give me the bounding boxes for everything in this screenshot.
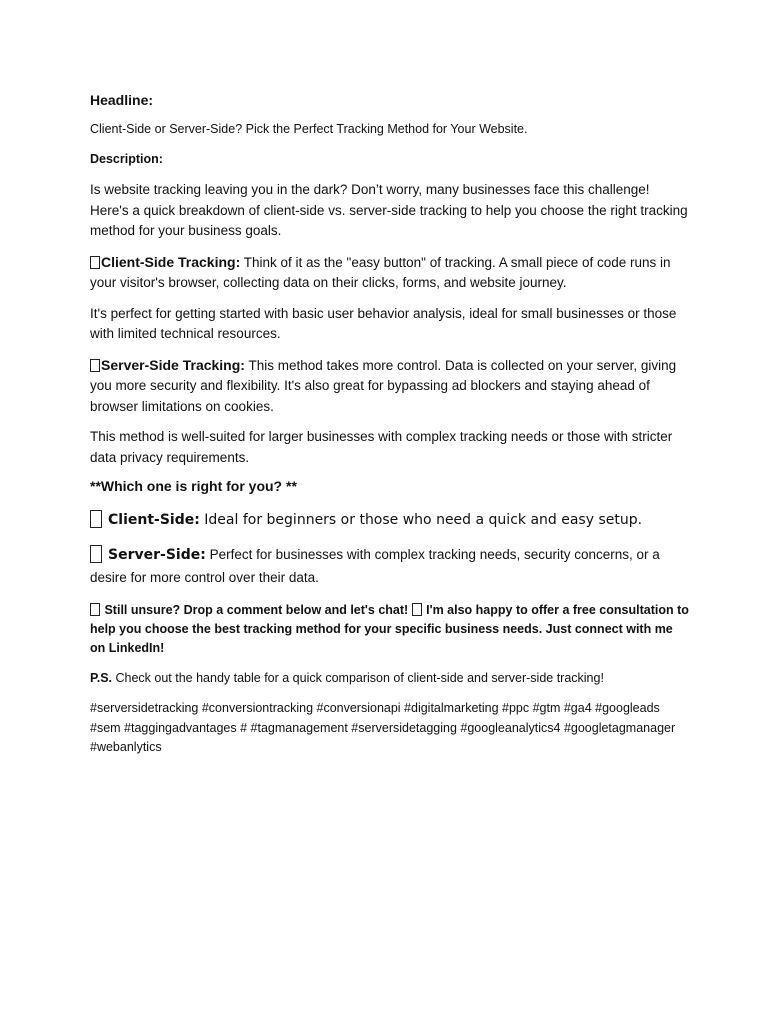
client-side-title: Client-Side Tracking:: [101, 253, 241, 270]
client-side-paragraph: [90, 252, 690, 294]
server-side-followup: This method is well-suited for larger businesses with complex tracking needs or those with stricter data privacy requirements.: [90, 429, 673, 465]
ps-label: P.S.: [90, 671, 113, 685]
choice-server-text: Perfect for businesses with complex tracking needs, security concerns, or a desire for more control over their data.: [90, 547, 660, 585]
ps-text: Check out the handy table for a quick comparison of client-side and server-side tracking!: [112, 671, 604, 685]
cta-part1: Still unsure? Drop a comment below and let's chat!: [101, 603, 412, 617]
document-content: [90, 92, 690, 758]
hashtags: #serversidetracking #conversiontracking #conversionapi #digitalmarketing #ppc #gtm #ga4 #googleads #sem #taggingadvantages # #tagmanagement #serversidetagging #googleanalytics4 #googletagmanager #webanlytics: [90, 701, 676, 754]
headline-label: Headline:: [90, 92, 154, 108]
description-label: Description:: [90, 152, 163, 166]
client-side-followup: It's perfect for getting started with basic user behavior analysis, ideal for small businesses or those with limited technical resources.: [90, 305, 677, 341]
cta-paragraph: [90, 601, 690, 658]
missing-glyph-icon: [412, 603, 422, 616]
ps-paragraph: [90, 669, 690, 688]
headline-text: Client-Side or Server-Side? Pick the Perfect Tracking Method for Your Website.: [90, 122, 528, 136]
missing-glyph-icon: [90, 603, 100, 616]
choice-client-lead: Client-Side:: [108, 512, 200, 528]
choice-server-lead: Server-Side:: [108, 547, 206, 563]
missing-glyph-icon: [90, 510, 102, 528]
choice-server-side: [90, 543, 690, 589]
choice-client-text: Ideal for beginners or those who need a quick and easy setup.: [199, 512, 643, 528]
missing-glyph-icon: [90, 359, 100, 372]
client-side-text: Think of it as the "easy button" of tracking. A small piece of code runs in your visitor's browser, collecting data on their clicks, forms, and website journey.: [90, 254, 671, 290]
question-heading: **Which one is right for you? **: [90, 478, 297, 494]
missing-glyph-icon: [90, 545, 102, 563]
cta-part2: I'm also happy to offer a free consultation to help you choose the best tracking method for your specific business needs. Just connect with me on LinkedIn!: [90, 603, 689, 655]
server-side-paragraph: [90, 355, 690, 418]
intro-paragraph: Is website tracking leaving you in the dark? Don’t worry, many businesses face this challenge! Here's a quick breakdown of client-side vs. server-side tracking to help you choose the right tracking method for your business goals.: [90, 182, 688, 238]
choice-client-side: [90, 508, 690, 531]
server-side-text: This method takes more control. Data is collected on your server, giving you more security and flexibility. It's also great for bypassing ad blockers and staying ahead of browser limitations on cookies.: [90, 357, 677, 414]
missing-glyph-icon: [90, 256, 100, 269]
server-side-title: Server-Side Tracking:: [101, 356, 245, 373]
